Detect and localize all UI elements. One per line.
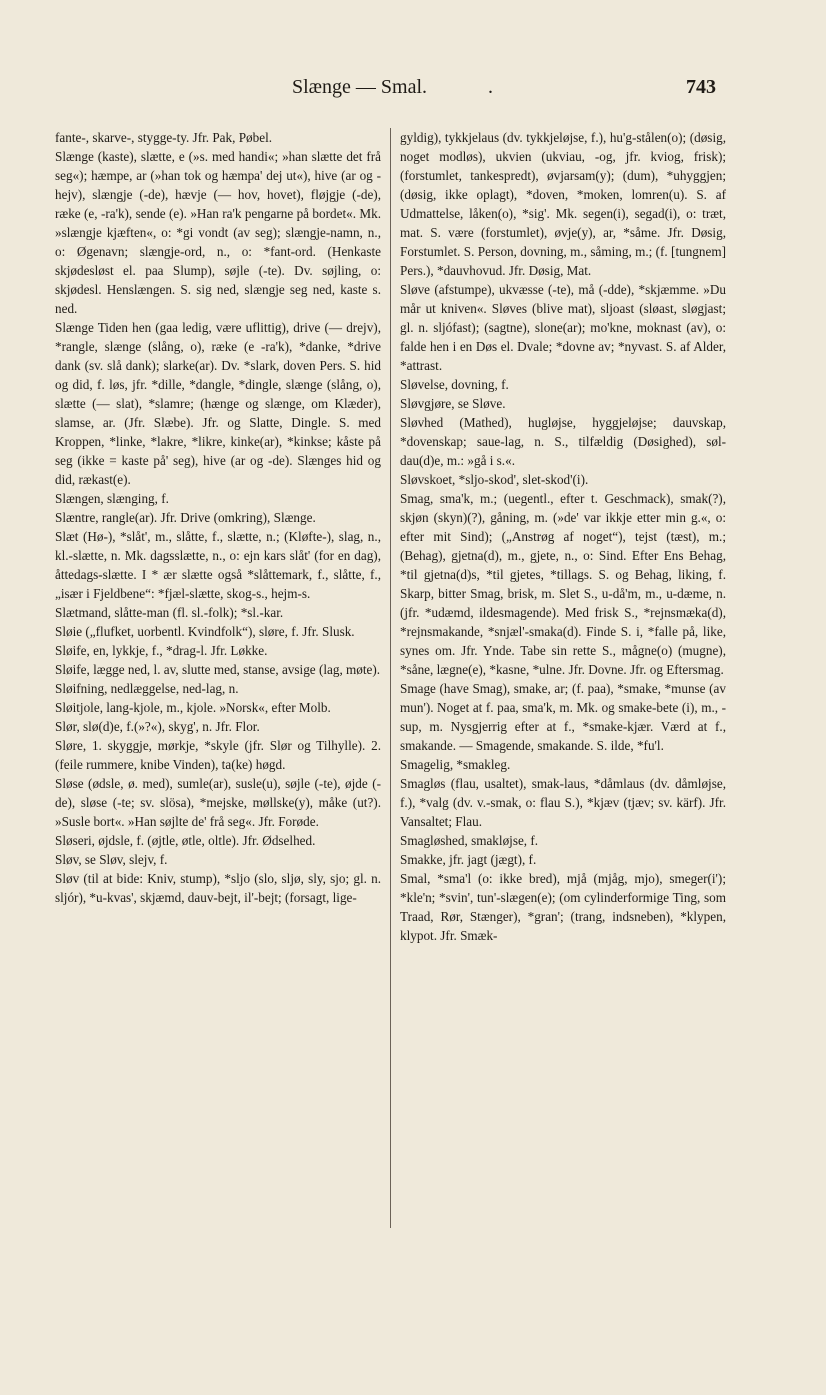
dictionary-entry: fante-, skarve-, stygge-ty. Jfr. Pak, Pøbel. bbox=[55, 130, 273, 145]
dictionary-entry: Slør, slø(d)e, f.(»?«), skyg', n. Jfr. Flor. bbox=[55, 719, 260, 734]
dictionary-entry: gyldig), tykkjelaus (dv. tykkjeløjse, f.), hu'g-stålen(o); (døsig, noget modløs), ukvien (ukviau, -og, jfr. kviog, frisk); (forstumlet, tankespredt), øvjarsam(y); (dum), *uhyggjen; (døsig, ikke oplagt), *doven, *moken, lomren(u). S. af Udmattelse, låken(o), *sig'. Mk. segen(i), segad(i), o: træt, mat. S. være (forstumlet), øvje(y), ar, *såme. Jfr. Døsig, Forstumlet. S. Person, dovning, m., såming, m.; (f. [tungnem] Pers.), *dauvhovud. Jfr. Døsig, Mat. bbox=[400, 130, 726, 278]
dictionary-entry: Sløie („flufket, uorbentl. Kvindfolk“), sløre, f. Jfr. Slusk. bbox=[55, 624, 355, 639]
dictionary-entry: Smal, *sma'l (o: ikke bred), mjå (mjåg, mjo), smeger(i'); *kle'n; *svin', tun'-slægen(e); (om cylinderformige Ting, som Traad, Rør, Stænger), *gran'; (trang, indsneben), *klypen, klypot. Jfr. Smæk- bbox=[400, 871, 726, 943]
dictionary-entry: Smag, sma'k, m.; (uegentl., efter t. Geschmack), smak(?), skjøn (skyn)(?), gåning, m. (»de' var ikkje etter min g.«, o: efter mit Sind); („Anstrøg af noget“), tejst (tæst), m.; (Behag), gjetna(d), m., gjete, n., o: Sind. Efter Ens Behag, *til gjetna(d)s, *til gjetes, *tillags. S. og Behag, liking, f. Skarp, bitter Smag, brisk, m. Slet S., u-då'm, m., u-dæme, n. (jfr. *udæmd, ildesmagende). Med frisk S., *rejnsmæka(d), *rejnsmakande, *snjæl'-smaka(d). Finde S. i, *falle på, like, synes om. Jfr. Ynde. Tabe sin rette S., mågne(o) (mugne), *såne, lægne(e), *kasne, *ulne. Jfr. Dovne. Jfr. og Eftersmag. bbox=[400, 491, 726, 677]
dictionary-entry: Smakke, jfr. jagt (jægt), f. bbox=[400, 852, 537, 867]
dictionary-entry: Slætmand, slåtte-man (fl. sl.-folk); *sl.-kar. bbox=[55, 605, 284, 620]
dictionary-entry: Sløv (til at bide: Kniv, stump), *sljo (slo, sljø, sly, sjo; gl. n. sljór), *u-kvas', skjæmd, dauv-bejt, il'-bejt; (forsagt, lige- bbox=[55, 871, 381, 905]
header-dot: . bbox=[488, 76, 493, 98]
running-head: Slænge — Smal. bbox=[292, 76, 428, 98]
dictionary-entry: Sløv, se Sløv, slejv, f. bbox=[55, 852, 168, 867]
dictionary-entry: Sløife, lægge ned, l. av, slutte med, stanse, avsige (lag, møte). bbox=[55, 662, 381, 677]
page-number: 743 bbox=[686, 76, 716, 98]
dictionary-entry: Sløse (ødsle, ø. med), sumle(ar), susle(u), søjle (-te), øjde (-de), sløse (-te; sv. slösa), *mejske, møllske(y), måke (ut?). »Susle bort«. »Han søjlte de' frå seg«. Jfr. Forøde. bbox=[55, 776, 381, 829]
dictionary-entry: Slæt (Hø-), *slåt', m., slåtte, f., slætte, n.; (Kløfte-), slag, n., kl.-slætte, n. Mk. dagsslætte, n., o: ejn kars slåt' (for en dag), åttedags-slætte. I * ær slætte også *slåttemark, f., slåtte, f., „især i Fjeldbene“: *fjæl-slætte, skog-s., hejm-s. bbox=[55, 529, 381, 601]
dictionary-entry: Smage (have Smag), smake, ar; (f. paa), *smake, *munse (av mun'). Noget at f. paa, sma'k, m. Mk. og smake-bete (i), m., -sup, m. Nysgjerrig efter at f., *smake-kjær. Værd at f., smakande. — Smagende, smakande. S. ilde, *fu'l. bbox=[400, 681, 726, 753]
dictionary-entry: Slæntre, rangle(ar). Jfr. Drive (omkring), Slænge. bbox=[55, 510, 316, 525]
dictionary-entry: Smagløshed, smakløjse, f. bbox=[400, 833, 539, 848]
dictionary-entry: Sløvgjøre, se Sløve. bbox=[400, 396, 506, 411]
dictionary-entry: Sløseri, øjdsle, f. (øjtle, øtle, oltle). Jfr. Ødselhed. bbox=[55, 833, 316, 848]
dictionary-entry: Sløre, 1. skyggje, mørkje, *skyle (jfr. Slør og Tilhylle). 2. (feile rummere, knibe Vinden), ta(ke) høgd. bbox=[55, 738, 381, 772]
dictionary-entry: Slængen, slænging, f. bbox=[55, 491, 169, 506]
dictionary-entry: Sløifning, nedlæggelse, ned-lag, n. bbox=[55, 681, 239, 696]
column-divider bbox=[390, 128, 391, 1228]
dictionary-entry: Slænge (kaste), slætte, e (»s. med handi«; »han slætte det frå seg«); hæmpe, ar (»han tok og hæmpa' dej ut«), hive (ar og -hejv), slængje (-de), hævje (— hov, hovet), fløjgje (-de), ræke (e, -ra'k), sende (e). »Han ra'k pengarne på bordet«. Mk. »slængje kjæften«, o: *gi vondt (av seg); slængje-namn, n., o: Øgenavn; slængje-ord, n., o: *fant-ord. (Henkaste skjødesløst el. paa Slump), søjle (-te). Dv. søjling, o: skjødesl. Henslængen. S. sig ned, slængje seg ned, kaste s. ned. bbox=[55, 149, 381, 316]
dictionary-entry: Sløvelse, dovning, f. bbox=[400, 377, 509, 392]
dictionary-entry: Slænge Tiden hen (gaa ledig, være uflittig), drive (— drejv), *rangle, slænge (slång, o), ræke (e -ra'k), *danke, *drive dank (sv. slå dank); slarke(ar). Dv. *slark, doven Pers. S. hid og did, f. løs, jfr. *dille, *dangle, *dingle, slænge (slång, o), slætte (— slat), *slamre; (hænge og slænge, om Klæder), slamse, ar. (Jfr. Slæbe). Jfr. og Slatte, Dingle. S. med Kroppen, *linke, *lakre, *likre, kinke(ar), *kinkse; kåste på seg (ikke = kaste på' seg), hive (ar og -de). Slænges hid og did, rækast(e). bbox=[55, 320, 381, 487]
dictionary-entry: Smagelig, *smakleg. bbox=[400, 757, 511, 772]
left-column bbox=[55, 128, 381, 907]
dictionary-entry: Sløitjole, lang-kjole, m., kjole. »Norsk«, efter Molb. bbox=[55, 700, 331, 715]
dictionary-entry: Sløife, en, lykkje, f., *drag-l. Jfr. Løkke. bbox=[55, 643, 268, 658]
dictionary-entry: Sløvskoet, *sljo-skod', slet-skod'(i). bbox=[400, 472, 589, 487]
dictionary-entry: Sløve (afstumpe), ukvæsse (-te), må (-dde), *skjæmme. »Du mår ut kniven«. Sløves (blive mat), sljoast (sløast, sløgjast; gl. n. sljófast); (sagtne), slone(ar); mo'kne, moknast (av), o: falde hen i en Døs el. Dvale; *dovne av; *nyvast. S. af Alder, *attrast. bbox=[400, 282, 726, 373]
right-column bbox=[400, 128, 726, 945]
dictionary-entry: Sløvhed (Mathed), hugløjse, hyggjeløjse; dauvskap, *dovenskap; saue-lag, n. S., tilfældig (Døsighed), søl-dau(d)e, m.: »gå i s.«. bbox=[400, 415, 726, 468]
page-header bbox=[0, 76, 826, 106]
dictionary-entry: Smagløs (flau, usaltet), smak-laus, *dåmlaus (dv. dåmløjse, f.), *valg (dv. v.-smak, o: flau S.), *kjæv (tjæv; sv. kärf). Jfr. Vansaltet; Flau. bbox=[400, 776, 726, 829]
